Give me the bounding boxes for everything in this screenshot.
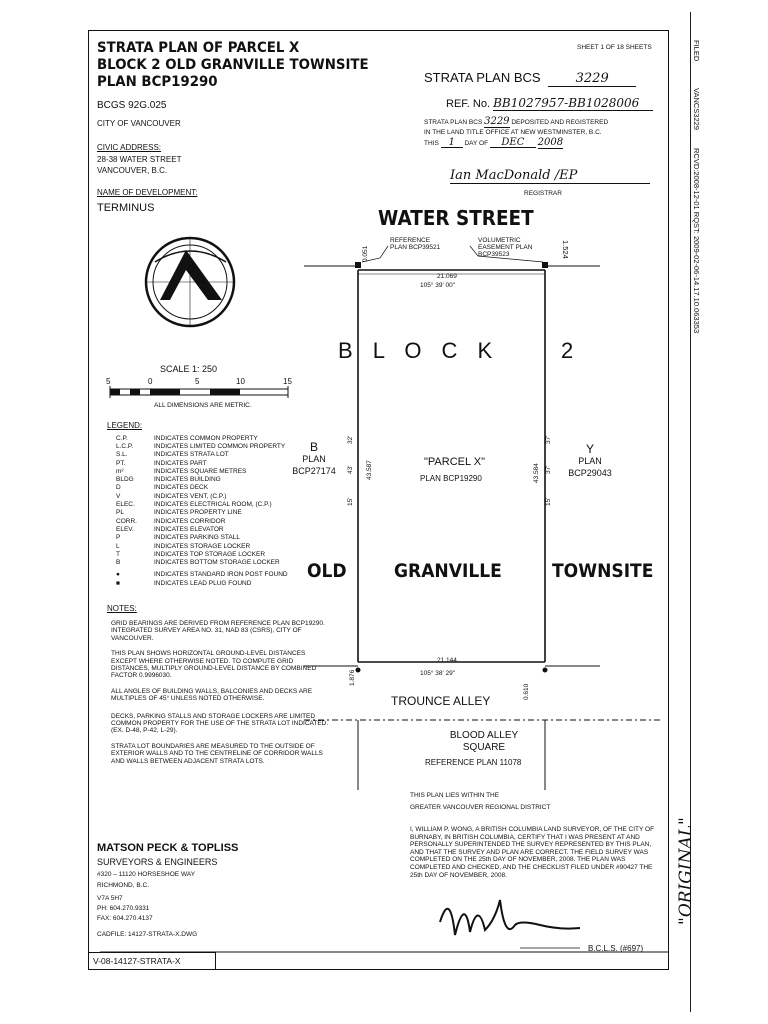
legend-row: ELEC. INDICATES ELECTRICAL ROOM, (C.P.) bbox=[116, 501, 272, 509]
left-dim-b: 43.587 bbox=[366, 460, 373, 480]
registrar-signature: Ian MacDonald /EP bbox=[450, 168, 650, 184]
lot-y bbox=[560, 443, 620, 479]
scale-note: ALL DIMENSIONS ARE METRIC. bbox=[154, 402, 252, 409]
right-dim-c: 37' bbox=[545, 465, 552, 474]
deposit-number: 3229 bbox=[484, 116, 510, 127]
note-2: THIS PLAN SHOWS HORIZONTAL GROUND-LEVEL DISTANCES EXCEPT WHERE OTHERWISE NOTED. TO COMPUTE GRID DISTANCES, MULTIPLY GROUND-LEVEL DISTANCE BY COMBINED FACTOR 0.9996030. bbox=[111, 650, 317, 680]
legend-row: L INDICATES STORAGE LOCKER bbox=[116, 542, 251, 550]
blood-alley-line-2: SQUARE bbox=[462, 742, 506, 753]
volumetric-plan-label: VOLUMETRIC EASEMENT PLAN BCP39523 bbox=[478, 237, 533, 258]
development-name: TERMINUS bbox=[97, 202, 155, 214]
reference-plan-label: REFERENCE PLAN BCP39521 bbox=[390, 237, 441, 251]
civic-address-label: CIVIC ADDRESS: bbox=[97, 143, 162, 152]
firm-address-3: V7A 5H7 bbox=[97, 895, 123, 902]
lot-b-number: BCP27174 bbox=[292, 466, 336, 476]
received-stamp: RCVD:2008-12-01 RQST: 2009-02-06-14.17.10.063353 bbox=[692, 148, 701, 334]
firm-subtitle: SURVEYORS & ENGINEERS bbox=[97, 857, 218, 867]
surveyor-signature bbox=[100, 900, 668, 952]
legend-row: ■ INDICATES LEAD PLUG FOUND bbox=[116, 579, 252, 587]
parcel-plan: PLAN BCP19290 bbox=[420, 474, 482, 483]
legend-row: L.C.P. INDICATES LIMITED COMMON PROPERTY bbox=[116, 442, 286, 450]
notes-list bbox=[111, 620, 331, 773]
original-handwritten: "ORIGINAL" bbox=[676, 817, 696, 925]
legend-title: LEGEND: bbox=[107, 421, 143, 430]
old-label: OLD bbox=[307, 560, 347, 582]
firm-name: MATSON PECK & TOPLISS bbox=[97, 842, 239, 854]
left-dim-d: 15' bbox=[347, 497, 354, 506]
dim-left-bottom: 1.876 bbox=[349, 669, 356, 686]
legend-row: CORR. INDICATES CORRIDOR bbox=[116, 517, 226, 525]
surveyor-seal-logo bbox=[146, 238, 234, 326]
left-dim-a: 32' bbox=[347, 435, 354, 444]
legend-row: m² INDICATES SQUARE METRES bbox=[116, 467, 247, 475]
scale-tick-5: 15 bbox=[283, 377, 292, 386]
lot-b bbox=[290, 441, 338, 477]
scale-tick-2: 0 bbox=[148, 377, 153, 386]
bottom-distance: 21.144 bbox=[437, 657, 457, 664]
legend-row: T INDICATES TOP STORAGE LOCKER bbox=[116, 550, 266, 558]
firm-address-1: #320 – 11120 HORSESHOE WAY bbox=[97, 871, 196, 878]
file-reference-box: V-08-14127-STRATA-X bbox=[88, 952, 216, 970]
scale-tick-3: 5 bbox=[195, 377, 200, 386]
legend-row: PT. INDICATES PART bbox=[116, 459, 207, 467]
block-number: 2 bbox=[561, 338, 574, 363]
top-distance: 21.069 bbox=[437, 273, 457, 280]
district-line-1: THIS PLAN LIES WITHIN THE bbox=[410, 792, 500, 799]
right-dim-d: 15' bbox=[545, 497, 552, 506]
firm-address-2: RICHMOND, B.C. bbox=[97, 882, 149, 889]
trounce-alley-label: TROUNCE ALLEY bbox=[391, 694, 491, 708]
cad-file: CADFILE: 14127-STRATA-X.DWG bbox=[97, 931, 198, 938]
legend-list bbox=[116, 434, 288, 587]
ref-label: REF. No. bbox=[446, 98, 491, 110]
filed-stamp: FILED bbox=[692, 40, 701, 62]
note-3: ALL ANGLES OF BUILDING WALLS, BALCONIES AND DECKS ARE MULTIPLES OF 45° UNLESS NOTED OTHERWISE. bbox=[111, 687, 313, 703]
strata-plan-label: STRATA PLAN BCS bbox=[424, 70, 541, 85]
note-1: GRID BEARINGS ARE DERIVED FROM REFERENCE PLAN BCP19290. INTEGRATED SURVEY AREA NO. 31, NAD 83 (CSRS), CITY OF VANCOUVER. bbox=[111, 620, 325, 642]
dim-right-bottom: 0.610 bbox=[523, 683, 530, 700]
scale-tick-4: 10 bbox=[236, 377, 245, 386]
note-5: STRATA LOT BOUNDARIES ARE MEASURED TO THE OUTSIDE OF EXTERIOR WALLS AND TO THE CENTRELINE OF CORRIDOR WALLS AND WALLS BETWEEN ADJACENT STRATA LOTS. bbox=[111, 742, 323, 765]
firm-fax: FAX: 604.270.4137 bbox=[97, 915, 153, 922]
right-dim-a: 37' bbox=[545, 435, 552, 444]
surveyor-certificate: I, WILLIAM P. WONG, A BRITISH COLUMBIA LAND SURVEYOR, OF THE CITY OF BURNABY, IN BRITISH COLUMBIA, CERTIFY THAT I WAS PRESENT AT AND PERSONALLY SUPERINTENDED THE SURVEY REPRESENTED BY THIS PLAN, AND THAT THE SURVEY AND PLAN ARE CORRECT. THE FIELD SURVEY WAS COMPLETED ON THE 25th DAY OF NOVEMBER, 2008. THE PLAN WAS COMPLETED AND CHECKED, AND THE CHECKLIST FILED UNDER #90427 THE 25th DAY OF NOVEMBER, 2008. bbox=[410, 826, 655, 879]
parcel-label: "PARCEL X" bbox=[424, 456, 485, 468]
lot-b-plan: PLAN bbox=[302, 454, 326, 464]
scale-bar bbox=[110, 386, 288, 398]
dim-left-top: 0.051 bbox=[362, 245, 369, 262]
legend-row: P INDICATES PARKING STALL bbox=[116, 534, 240, 542]
scale-label: SCALE 1: 250 bbox=[160, 364, 218, 374]
strata-plan-handwritten-number: 3229 bbox=[548, 71, 636, 87]
city: CITY OF VANCOUVER bbox=[97, 119, 181, 128]
deposit-post: DEPOSITED AND REGISTERED bbox=[511, 119, 609, 126]
bcls-number: B.C.L.S. (#697) bbox=[588, 944, 644, 953]
deposit-pre: STRATA PLAN BCS bbox=[424, 119, 483, 126]
bcgs: BCGS 92G.025 bbox=[97, 100, 167, 111]
legend-row: S.L. INDICATES STRATA LOT bbox=[116, 451, 229, 459]
legend-row: PL INDICATES PROPERTY LINE bbox=[116, 509, 242, 517]
civic-address-line-1: 28-38 WATER STREET bbox=[97, 155, 182, 164]
legend-row: B INDICATES BOTTOM STORAGE LOCKER bbox=[116, 559, 280, 567]
title-line-1: STRATA PLAN OF PARCEL X bbox=[97, 40, 300, 56]
water-street-label: WATER STREET bbox=[378, 206, 534, 230]
legend-row: ELEV. INDICATES ELEVATOR bbox=[116, 525, 224, 533]
scale-tick-1: 5 bbox=[106, 377, 111, 386]
signature-text bbox=[440, 912, 444, 913]
top-bearing: 105° 39' 00" bbox=[420, 282, 456, 289]
deposit-day: 1 bbox=[441, 139, 463, 148]
block-label: B L O C K bbox=[338, 338, 500, 363]
legend-row: V INDICATES VENT, (C.P.) bbox=[116, 492, 227, 500]
deposit-month: DEC bbox=[490, 139, 536, 148]
civic-address-line-2: VANCOUVER, B.C. bbox=[97, 166, 168, 175]
district-line-2: GREATER VANCOUVER REGIONAL DISTRICT bbox=[410, 804, 551, 811]
deposit-line-2: IN THE LAND TITLE OFFICE AT NEW WESTMINSTER, B.C. bbox=[424, 129, 602, 136]
notes-title: NOTES: bbox=[107, 604, 137, 613]
filed-number: VANCS3229 bbox=[692, 88, 701, 130]
title-line-2: BLOCK 2 OLD GRANVILLE TOWNSITE bbox=[97, 57, 369, 73]
registrar-label: REGISTRAR bbox=[524, 190, 562, 197]
left-dim-c: 43' bbox=[347, 465, 354, 474]
right-dim-b: 43.584 bbox=[533, 463, 540, 483]
deposit-this: THIS bbox=[424, 140, 439, 147]
sheet-count: SHEET 1 OF 18 SHEETS bbox=[577, 44, 652, 51]
legend-row: D INDICATES DECK bbox=[116, 484, 209, 492]
bottom-bearing: 105° 38' 29" bbox=[420, 670, 456, 677]
granville-label: GRANVILLE bbox=[394, 560, 502, 582]
blood-alley-reference: REFERENCE PLAN 11078 bbox=[425, 758, 522, 767]
deposit-year: 2008 bbox=[537, 137, 564, 148]
firm-phone: PH: 604.270.9331 bbox=[97, 905, 150, 912]
ref-value: BB1027957-BB1028006 bbox=[493, 96, 653, 111]
blood-alley bbox=[434, 730, 534, 754]
note-4: DECKS, PARKING STALLS AND STORAGE LOCKERS ARE LIMITED COMMON PROPERTY FOR THE USE OF THE STRATA LOT INDICATED. (EX. D-48, P-42, L-29). bbox=[111, 712, 329, 735]
title-line-3: PLAN BCP19290 bbox=[97, 74, 218, 90]
lot-y-number: BCP29043 bbox=[568, 468, 612, 478]
legend-row: C.P. INDICATES COMMON PROPERTY bbox=[116, 434, 258, 442]
lot-b-letter: B bbox=[309, 440, 318, 454]
legend-row: BLDG INDICATES BUILDING bbox=[116, 476, 221, 484]
blood-alley-line-1: BLOOD ALLEY bbox=[449, 730, 519, 741]
townsite-label: TOWNSITE bbox=[552, 560, 654, 582]
deposit-dayof: DAY OF bbox=[464, 140, 489, 147]
legend-row: ● INDICATES STANDARD IRON POST FOUND bbox=[116, 571, 288, 579]
lot-y-plan: PLAN bbox=[578, 456, 602, 466]
lot-y-letter: Y bbox=[585, 442, 594, 456]
dim-right-top: 1.524 bbox=[561, 240, 570, 259]
development-label: NAME OF DEVELOPMENT: bbox=[97, 188, 198, 197]
